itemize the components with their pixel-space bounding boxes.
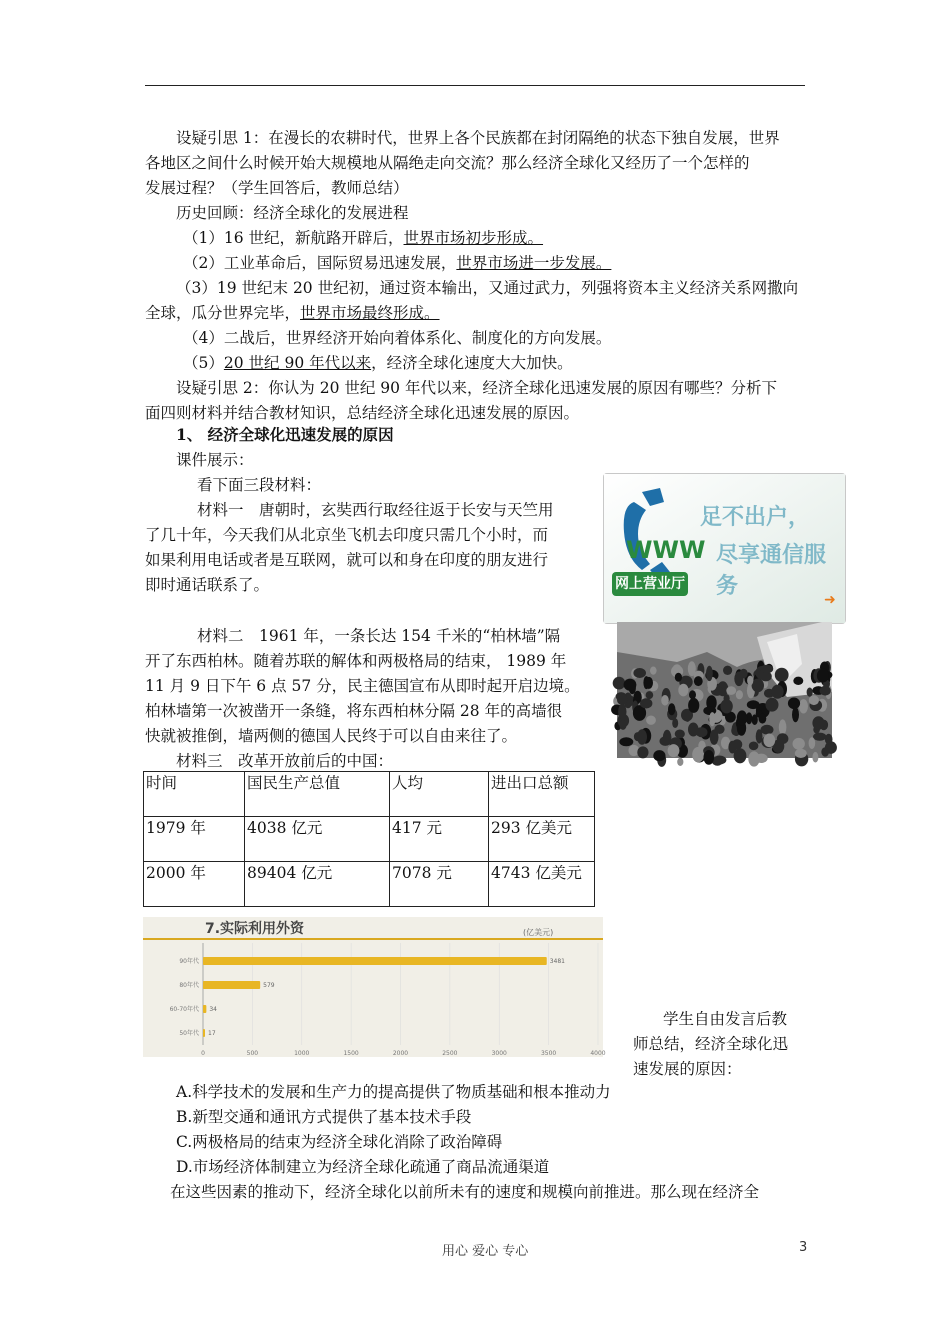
chart-xtick-label: 500 xyxy=(246,1050,259,1057)
reason-item: D.市场经济体制建立为经济全球化疏通了商品流通渠道 xyxy=(176,1158,550,1176)
underlined-text: 世界市场初步形成。 xyxy=(403,229,544,247)
page-number: 3 xyxy=(799,1240,808,1255)
material-one-line: 即时通话联系了。 xyxy=(145,576,270,594)
paragraph-line xyxy=(183,326,611,350)
online-service-ad-image xyxy=(603,473,846,624)
table-cell: 417 元 xyxy=(390,817,489,862)
paragraph-line xyxy=(183,226,543,250)
table-cell: 2000 年 xyxy=(144,862,245,907)
text-segment: （2）工业革命后，国际贸易迅速发展， xyxy=(183,254,457,272)
table-header-cell: 进出口总额 xyxy=(489,772,595,817)
paragraph-line xyxy=(145,301,440,325)
table-header-cell: 时间 xyxy=(144,772,245,817)
material-three-caption: 材料三 改革开放前后的中国： xyxy=(176,752,394,770)
text-segment: （1）16 世纪，新航路开辟后， xyxy=(183,229,404,247)
ad-www-text: WWW xyxy=(626,536,706,564)
table-cell: 1979 年 xyxy=(144,817,245,862)
paragraph-line xyxy=(183,251,611,275)
berlin-wall-crowd-photo xyxy=(617,622,832,758)
chart-value-label: 3481 xyxy=(549,958,566,965)
material-two-line: 柏林墙第一次被凿开一条缝，将东西柏林分隔 28 年的高墙很 xyxy=(145,702,563,720)
table-row xyxy=(144,817,595,862)
table-header-cell: 国民生产总值 xyxy=(245,772,390,817)
material-two-line: 开了东西柏林。随着苏联的解体和两极格局的结束， 1989 年 xyxy=(145,652,567,670)
courseware-label: 课件展示： xyxy=(176,451,254,469)
summary-line: 速发展的原因： xyxy=(633,1060,742,1078)
chart-bar xyxy=(203,957,547,965)
paragraph-line xyxy=(183,351,573,375)
header-rule xyxy=(145,85,805,86)
chart-xtick-label: 1000 xyxy=(294,1050,310,1057)
table-header-cell: 人均 xyxy=(390,772,489,817)
chart-xtick-label: 1500 xyxy=(343,1050,359,1057)
reason-item: A.科学技术的发展和生产力的提高提供了物质基础和根本推动力 xyxy=(176,1083,611,1101)
material-one-line: 如果利用电话或者是互联网，就可以和身在印度的朋友进行 xyxy=(145,551,549,569)
chart-xtick-label: 0 xyxy=(201,1050,205,1057)
paragraph-line xyxy=(145,401,579,425)
paragraph-line xyxy=(176,276,798,300)
text-segment: 各地区之间什么时候开始大规模地从隔绝走向交流？那么经济全球化又经历了一个怎样的 xyxy=(145,154,750,172)
chart-title: 7.实际利用外资 xyxy=(205,921,305,937)
material-two-line: 材料二 1961 年，一条长达 154 千米的“柏林墙”隔 xyxy=(197,627,561,645)
table-cell: 4038 亿元 xyxy=(245,817,390,862)
footer-center: 用心 爱心 专心 xyxy=(442,1244,529,1259)
section-heading: 1、 经济全球化迅速发展的原因 xyxy=(176,425,394,444)
chart-value-label: 579 xyxy=(263,982,275,989)
paragraph-line xyxy=(145,151,750,175)
materials-intro: 看下面三段材料： xyxy=(197,476,322,494)
text-segment: （3）19 世纪末 20 世纪初，通过资本输出，又通过武力，列强将资本主义经济关系网撒向 xyxy=(176,279,799,297)
text-segment: ，经济全球化速度大大加快。 xyxy=(371,354,573,372)
text-segment: 历史回顾：经济全球化的发展进程 xyxy=(176,204,409,222)
table-cell: 89404 亿元 xyxy=(245,862,390,907)
reason-item: B.新型交通和通讯方式提供了基本技术手段 xyxy=(176,1108,472,1126)
chart-xtick-label: 3000 xyxy=(491,1050,507,1057)
foreign-investment-chart xyxy=(143,917,606,1057)
summary-line: 师总结，经济全球化迅 xyxy=(633,1035,789,1053)
ad-tag: 网上营业厅 xyxy=(612,572,688,596)
text-segment: （4）二战后，世界经济开始向着体系化、制度化的方向发展。 xyxy=(183,329,612,347)
chart-category-label: 80年代 xyxy=(179,982,199,989)
text-segment: 发展过程？（学生回答后，教师总结） xyxy=(145,179,409,197)
ad-slogan-2: 尽享通信服务 xyxy=(716,542,827,599)
china-economy-table xyxy=(143,771,595,907)
chart-svg xyxy=(143,917,606,1057)
summary-line: 学生自由发言后教 xyxy=(663,1010,788,1028)
table-cell: 293 亿美元 xyxy=(489,817,595,862)
paragraph-line xyxy=(176,126,780,150)
chart-category-label: 50年代 xyxy=(179,1030,199,1037)
paragraph-line xyxy=(145,176,409,200)
underlined-text: 世界市场进一步发展。 xyxy=(456,254,612,272)
chart-category-label: 60-70年代 xyxy=(169,1006,199,1013)
material-two-line: 快就被推倒，墙两侧的德国人民终于可以自由来往了。 xyxy=(145,727,518,745)
table-row xyxy=(144,862,595,907)
material-one-line: 了几十年，今天我们从北京坐飞机去印度只需几个小时，而 xyxy=(145,526,549,544)
chart-value-label: 17 xyxy=(208,1030,216,1037)
chart-xtick-label: 2000 xyxy=(392,1050,409,1057)
reason-item: C.两极格局的结束为经济全球化消除了政治障碍 xyxy=(176,1133,503,1151)
chart-bar xyxy=(203,981,260,989)
chart-xtick-label: 2500 xyxy=(442,1050,458,1057)
underlined-text: 20 世纪 90 年代以来 xyxy=(223,354,372,372)
table-header-row xyxy=(144,772,595,817)
text-segment: 设疑引思 2：你认为 20 世纪 90 年代以来，经济全球化迅速发展的原因有哪些？分析下 xyxy=(176,379,777,397)
chart-bar xyxy=(203,1005,206,1013)
chart-bar xyxy=(203,1029,205,1037)
chart-category-label: 90年代 xyxy=(179,958,199,965)
table-cell: 4743 亿美元 xyxy=(489,862,595,907)
chart-unit: (亿美元) xyxy=(523,928,554,937)
text-segment: 全球，瓜分世界完毕， xyxy=(145,304,301,322)
ad-slogan-1: 足不出户， xyxy=(700,504,811,530)
paragraph-line xyxy=(176,376,777,400)
material-one-line: 材料一 唐朝时，玄奘西行取经往返于长安与天竺用 xyxy=(197,501,554,519)
chart-value-label: 34 xyxy=(209,1006,217,1013)
chart-xtick-label: 3500 xyxy=(540,1050,557,1057)
chart-xtick-label: 4000 xyxy=(590,1050,606,1057)
arrow-right-icon: ➜ xyxy=(824,592,836,608)
table-cell: 7078 元 xyxy=(390,862,489,907)
text-segment: （5） xyxy=(183,354,224,372)
paragraph-line xyxy=(176,201,409,225)
material-two-line: 11 月 9 日下午 6 点 57 分，民主德国宣布从即时起开启边境。 xyxy=(145,677,580,695)
closing-paragraph: 在这些因素的推动下，经济全球化以前所未有的速度和规模向前推进。那么现在经济全 xyxy=(170,1183,760,1201)
text-segment: 设疑引思 1：在漫长的农耕时代，世界上各个民族都在封闭隔绝的状态下独自发展，世界 xyxy=(176,129,780,147)
underlined-text: 世界市场最终形成。 xyxy=(300,304,440,322)
text-segment: 面四则材料并结合教材知识，总结经济全球化迅速发展的原因。 xyxy=(145,404,580,422)
